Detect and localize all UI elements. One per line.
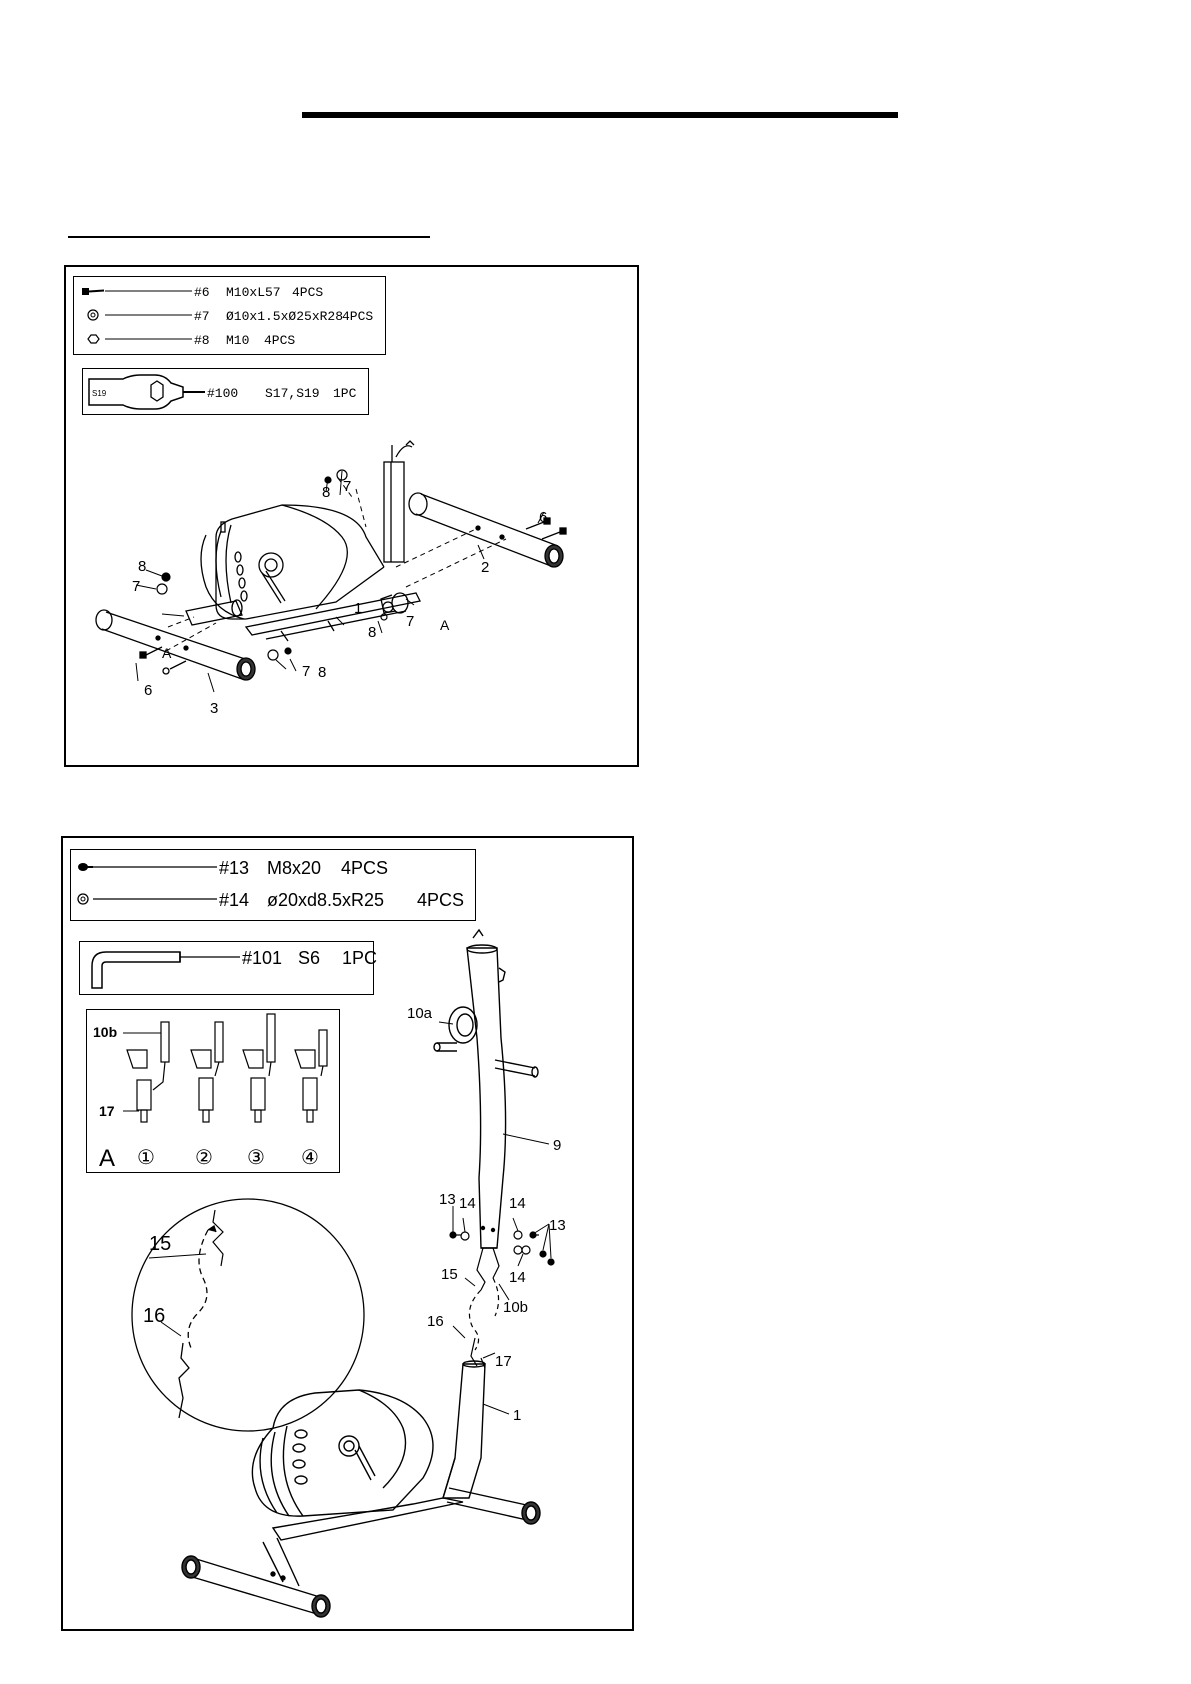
part-spec: Ø10x1.5xØ25xR28 [226, 309, 344, 324]
label-14: 14 [459, 1195, 476, 1212]
part-qty: 4PCS [417, 890, 465, 910]
label-10a: 10a [407, 1005, 433, 1022]
rear-stabilizer [409, 493, 563, 567]
part-spec: M10 [226, 333, 250, 348]
label-13: 13 [549, 1217, 566, 1234]
part-qty: 4PCS [341, 858, 389, 878]
label-14: 14 [509, 1269, 526, 1286]
detail-label-16: 16 [143, 1305, 166, 1327]
label-3: 3 [210, 700, 219, 717]
label-9: 9 [553, 1137, 562, 1154]
front-stabilizer [96, 610, 255, 680]
section-heading-rule [68, 236, 430, 238]
label-17: 17 [99, 1103, 115, 1119]
part-number: #7 [194, 309, 210, 324]
detail-label-15: 15 [149, 1233, 172, 1255]
label-7: 7 [132, 578, 141, 595]
part-qty: 4PCS [292, 285, 324, 300]
label-15: 15 [441, 1266, 458, 1283]
step-number-1: ① [137, 1145, 155, 1169]
lower-mast-frame [182, 1361, 540, 1617]
label-16: 16 [427, 1313, 444, 1330]
part-number: #8 [194, 333, 210, 348]
label-a: A [440, 617, 450, 633]
part-qty: 4PCS [342, 309, 374, 324]
part-number: #14 [219, 890, 250, 910]
label-a: A [162, 645, 172, 661]
part-qty: 4PCS [264, 333, 296, 348]
label-8: 8 [322, 484, 331, 501]
label-7: 7 [343, 478, 352, 495]
label-1: 1 [513, 1407, 522, 1424]
step-1-diagram [64, 265, 639, 767]
tool-number: #101 [242, 948, 283, 968]
tool-qty: 1PC [333, 386, 357, 401]
cable-connection [469, 1248, 499, 1368]
main-frame [201, 505, 420, 641]
label-7: 7 [302, 663, 311, 680]
inset-letter-a: A [99, 1145, 116, 1172]
label-8: 8 [368, 624, 377, 641]
label-6: 6 [144, 682, 153, 699]
label-7: 7 [406, 613, 415, 630]
part-number: #13 [219, 858, 250, 878]
label-6: 6 [539, 509, 548, 526]
tool-number: #100 [207, 386, 239, 401]
part-spec: ø20xd8.5xR25 [267, 890, 385, 910]
label-1: 1 [354, 600, 363, 617]
fasteners-13-14 [450, 1231, 554, 1265]
leader-lines [136, 471, 544, 692]
step-number-4: ④ [301, 1145, 319, 1169]
handlebar-assembly-drawing [63, 838, 636, 1633]
label-10b: 10b [93, 1024, 118, 1040]
step-2-diagram [61, 836, 634, 1631]
title-rule [302, 112, 898, 118]
label-2: 2 [481, 559, 490, 576]
label-17: 17 [495, 1353, 512, 1370]
label-10b: 10b [503, 1299, 529, 1316]
tool-qty: 1PC [342, 948, 378, 968]
label-14: 14 [509, 1195, 526, 1212]
step-number-2: ② [195, 1145, 213, 1169]
washers-nuts [157, 470, 393, 660]
part-number: #6 [194, 285, 210, 300]
base-assembly-drawing [66, 267, 641, 769]
tool-spec: S6 [298, 948, 321, 968]
label-8: 8 [138, 558, 147, 575]
wrench-size-mark: S19 [92, 389, 107, 398]
part-spec: M10xL57 [226, 285, 281, 300]
tool-spec: S17,S19 [265, 386, 320, 401]
label-8: 8 [318, 664, 327, 681]
step-number-3: ③ [247, 1145, 265, 1169]
label-13: 13 [439, 1191, 456, 1208]
part-spec: M8x20 [267, 858, 322, 878]
